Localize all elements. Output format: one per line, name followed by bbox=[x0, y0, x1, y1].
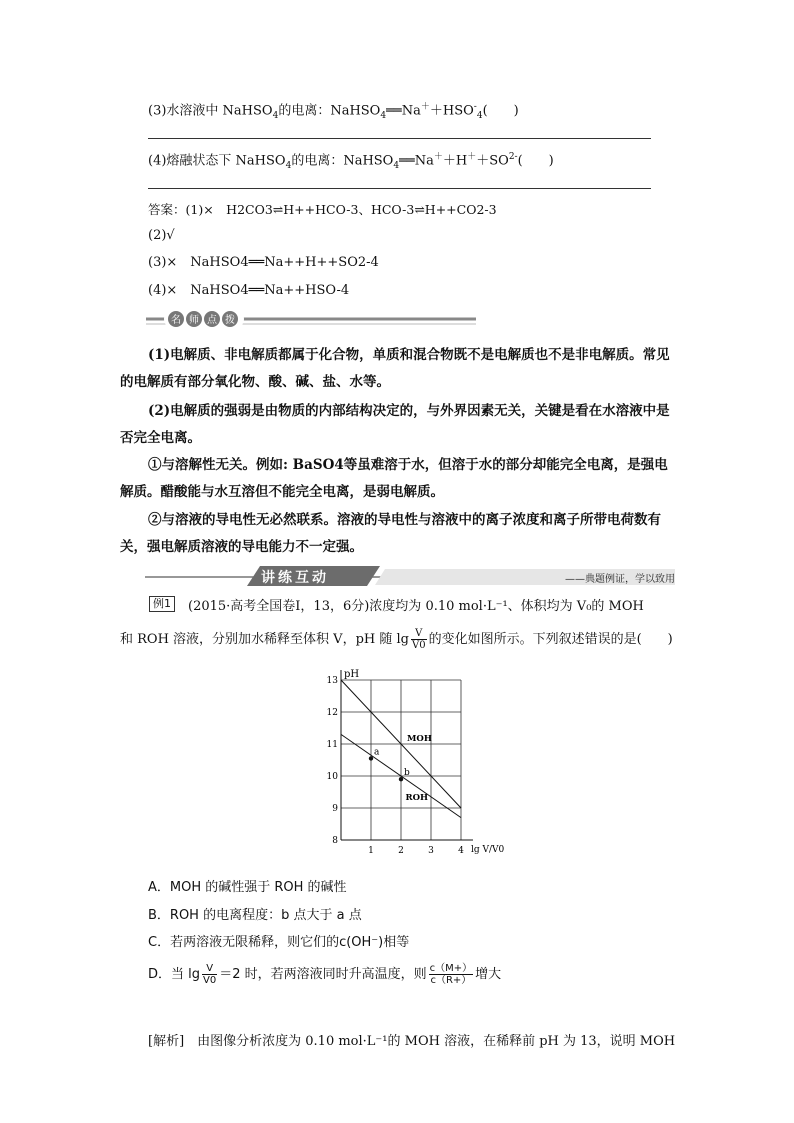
point-label-b: b bbox=[404, 768, 410, 779]
answer-1: 答案：(1)× H2CO3⇌H++HCO-3、HCO-3⇌H++CO2-3 bbox=[148, 202, 497, 217]
svg-text:名: 名 bbox=[171, 315, 181, 326]
answer-3: (3)× NaHSO4══Na++H++SO2-4 bbox=[148, 255, 379, 270]
y-tick-label: 13 bbox=[326, 676, 338, 686]
x-tick-label: 3 bbox=[428, 846, 434, 856]
point-a bbox=[369, 756, 373, 760]
svg-text:拨: 拨 bbox=[225, 315, 235, 326]
tip-paragraph-4: ②与溶液的导电性无必然联系。溶液的导电性与溶液中的离子浓度和离子所带电荷数有关，强电解质溶液的导电能力不一定强。 bbox=[120, 512, 661, 555]
section-title: 讲练互动 bbox=[261, 570, 329, 586]
tip-paragraph-1: (1)电解质、非电解质都属于化合物，单质和混合物既不是电解质也不是非电解质。常见的电解质有部分氧化物、酸、碱、盐、水等。 bbox=[120, 347, 670, 390]
x-tick-label: 1 bbox=[368, 846, 374, 856]
chart-axes bbox=[341, 669, 505, 855]
concentration-ratio: $\frac{c(M+)}{c(R+)}$ bbox=[429, 963, 473, 986]
tip-paragraph-3: ①与溶解性无关。例如: BaSO4等虽难溶于水，但溶于水的部分却能完全电离，是强电解质。醋酸能与水互溶但不能完全电离，是弱电解质。 bbox=[120, 457, 668, 500]
section-subtitle: ——典题例证，学以致用 bbox=[565, 574, 675, 585]
option-d[interactable]: D．当 lg $\frac{V}{V0}$ ＝2 时，若两溶液同时升高温度，则 $\frac{c(M+)}{c(R+)}$ 增大 bbox=[148, 963, 502, 986]
series-label-moh: MOH bbox=[407, 733, 432, 744]
svg-text:师: 师 bbox=[189, 315, 199, 326]
y-axis-label: pH bbox=[344, 669, 360, 680]
x-tick-label: 4 bbox=[458, 846, 464, 856]
x-axis-label: lg V/V0 bbox=[471, 845, 505, 855]
analysis-text: [解析] 由图像分析浓度为 0.10 mol·L⁻¹的 MOH 溶液，在稀释前 pH 为 13，说明 MOH bbox=[148, 1034, 676, 1049]
answer-line-3 bbox=[148, 138, 651, 139]
y-tick-label: 9 bbox=[332, 804, 338, 814]
series-label-roh: ROH bbox=[405, 793, 428, 803]
option-a[interactable]: A．MOH 的碱性强于 ROH 的碱性 bbox=[148, 880, 347, 895]
svg-text:点: 点 bbox=[207, 315, 217, 326]
y-tick-label: 10 bbox=[326, 772, 338, 782]
point-label-a: a bbox=[374, 747, 380, 758]
ph-dilution-chart bbox=[325, 668, 505, 858]
x-tick-label: 2 bbox=[398, 846, 404, 856]
chart-ticks bbox=[327, 676, 465, 856]
y-tick-label: 11 bbox=[326, 740, 338, 750]
example-line-2: 和 ROH 溶液，分别加水稀释至体积 V，pH 随 lg $\frac{V}{V0}$ 的变化如图所示。下列叙述错误的是( ) bbox=[120, 628, 673, 651]
tip-header bbox=[146, 306, 476, 332]
option-c[interactable]: C．若两溶液无限稀释，则它们的c(OH⁻)相等 bbox=[148, 935, 410, 950]
v-fraction: $\frac{V}{V0}$ bbox=[411, 628, 426, 651]
d-v-fraction: $\frac{V}{V0}$ bbox=[203, 963, 217, 986]
tip-paragraph-2: (2)电解质的强弱是由物质的内部结构决定的，与外界因素无关，关键是看在水溶液中是否完全电离。 bbox=[120, 403, 670, 446]
chart-grid bbox=[341, 680, 461, 840]
example-line-1: (2015·高考全国卷Ⅰ，13，6分)浓度均为 0.10 mol·L⁻¹、体积均为 V₀的 MOH bbox=[188, 599, 644, 614]
answer-line-4 bbox=[148, 188, 651, 189]
question-4: (4)熔融状态下 NaHSO$_4$的电离：$NaHSO_4══Na^++H^++SO^{2-}$( ) bbox=[148, 152, 554, 171]
answer-2: (2)√ bbox=[148, 228, 175, 243]
option-b[interactable]: B．ROH 的电离程度：b 点大于 a 点 bbox=[148, 908, 362, 923]
y-tick-label: 12 bbox=[326, 708, 338, 718]
answer-4: (4)× NaHSO4══Na++HSO-4 bbox=[148, 283, 350, 298]
y-tick-label: 8 bbox=[332, 836, 338, 846]
example-badge: 例1 bbox=[149, 596, 175, 612]
point-b bbox=[399, 777, 403, 781]
question-3: (3)水溶液中 NaHSO$_4$的电离：$NaHSO_4══Na^++HSO^-_4$( ) bbox=[148, 102, 519, 121]
